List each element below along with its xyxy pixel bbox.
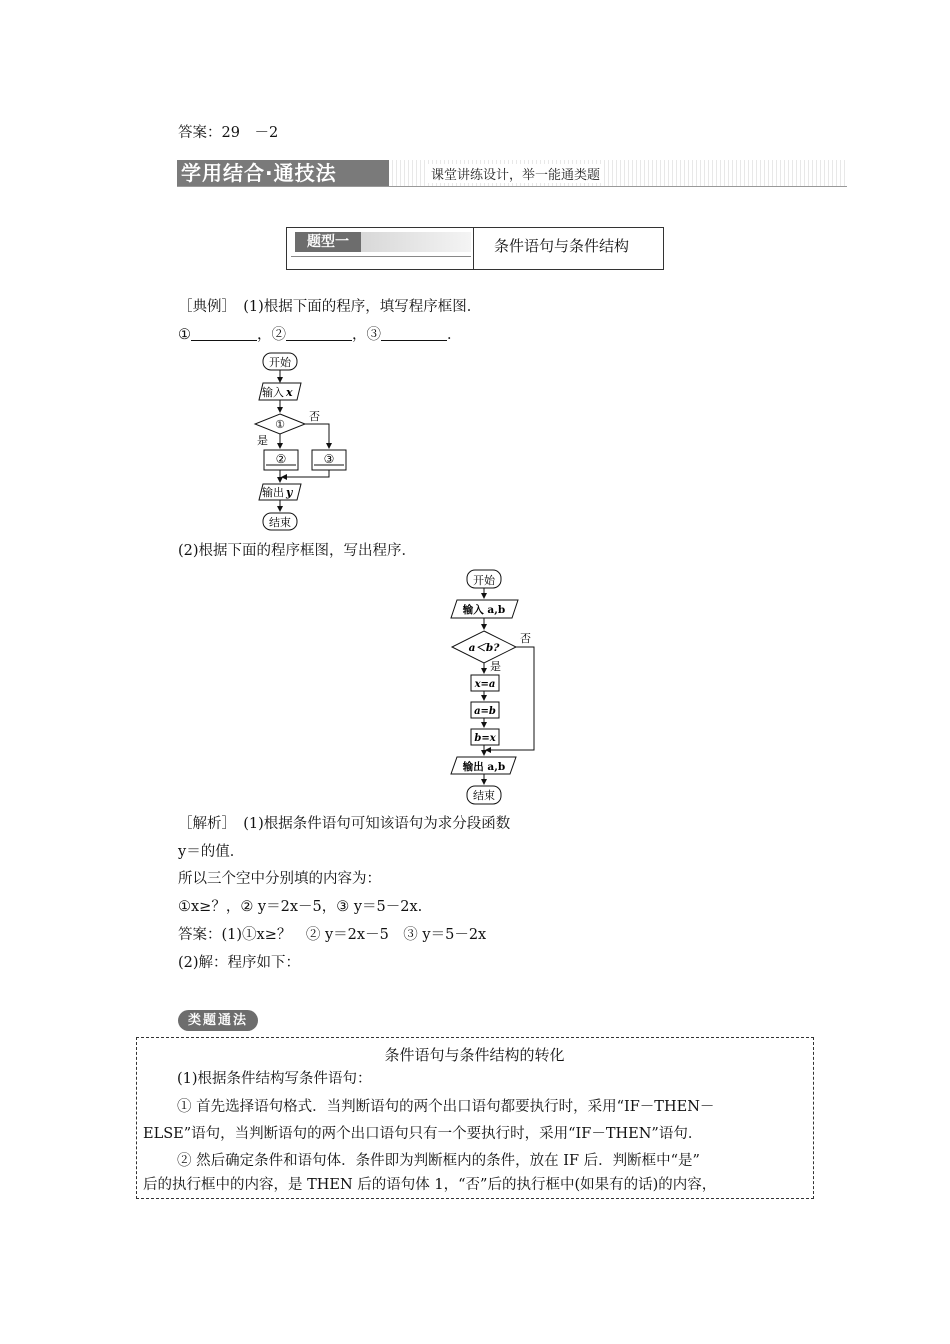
blank3-label: ，③ bbox=[352, 327, 381, 343]
topic-box bbox=[286, 227, 664, 270]
flowchart-2 bbox=[440, 566, 570, 806]
fc1-input-var: x bbox=[286, 386, 293, 399]
banner-title: 学用结合·通技法 bbox=[177, 160, 389, 186]
fc1-input-text bbox=[262, 385, 293, 399]
analysis-line-2: y＝的值． bbox=[178, 844, 245, 860]
topic-tag: 题型一 bbox=[295, 232, 361, 252]
fc1-decision-text: ① bbox=[275, 418, 285, 431]
fc1-no-box-text: ③ bbox=[323, 452, 335, 466]
fc2-yes-label: 是 bbox=[490, 660, 501, 673]
analysis-line-4: ①x≥？，② y＝2x－5，③ y＝5－2x. bbox=[178, 899, 423, 915]
topic-tag-area bbox=[287, 228, 474, 269]
fc1-start-text: 开始 bbox=[269, 356, 291, 369]
fc1-output-var: y bbox=[286, 486, 293, 499]
fc2-output-text: 输出 a,b bbox=[462, 761, 506, 773]
section-banner bbox=[177, 160, 847, 186]
fc2-decision-text: a＜b? bbox=[468, 642, 500, 654]
tips-title: 条件语句与条件结构的转化 bbox=[384, 1046, 565, 1064]
fc2-step1-text: x=a bbox=[474, 679, 496, 690]
previous-answer: 答案：29 －2 bbox=[178, 125, 279, 141]
fc1-output-label: 输出 bbox=[262, 486, 284, 499]
tips-box bbox=[136, 1037, 814, 1199]
fc2-input-text: 输入 a,b bbox=[462, 604, 506, 616]
fc1-yes-box-text: ② bbox=[275, 452, 287, 466]
fc1-no-label: 否 bbox=[309, 410, 320, 423]
blank1-label: ① bbox=[178, 327, 191, 343]
fc1-yes-label: 是 bbox=[257, 434, 268, 447]
tips-p3b: 后的执行框中的内容，是 THEN 后的语句体 1，“否”后的执行框中(如果有的话)的内容， bbox=[143, 1177, 717, 1193]
analysis-line-3: 所以三个空中分别填的内容为： bbox=[178, 871, 381, 887]
analysis-line-1: ［解析］ (1)根据条件语句可知该语句为求分段函数 bbox=[178, 816, 511, 832]
fc1-output-text bbox=[262, 485, 294, 499]
banner-subtitle: 课堂讲练设计，举一能通类题 bbox=[427, 164, 604, 183]
blank2-label: ，② bbox=[257, 327, 286, 343]
part2-text: (2)根据下面的程序框图，写出程序． bbox=[178, 543, 417, 559]
fc2-no-label: 否 bbox=[520, 632, 531, 645]
tips-p3a: ② 然后确定条件和语句体．条件即为判断框内的条件，放在 IF 后．判断框中“是” bbox=[177, 1153, 700, 1169]
tips-pill: 类题通法 bbox=[178, 1010, 258, 1031]
analysis-answer: 答案：(1)①x≥？ ② y＝2x－5 ③ y＝5－2x bbox=[178, 927, 487, 943]
tips-p2b: ELSE”语句，当判断语句的两个出口语句只有一个要执行时，采用“IF－THEN”语句． bbox=[143, 1126, 703, 1142]
topic-title: 条件语句与条件结构 bbox=[494, 237, 630, 255]
blank-end: ． bbox=[447, 327, 462, 343]
banner-divider bbox=[177, 186, 847, 187]
fc1-input-label: 输入 bbox=[262, 386, 284, 399]
flowchart-1 bbox=[245, 348, 365, 534]
fc2-end-text: 结束 bbox=[473, 789, 495, 802]
tips-p2a: ① 首先选择语句格式．当判断语句的两个出口语句都要执行时，采用“IF－THEN－ bbox=[177, 1099, 715, 1115]
blank-3 bbox=[381, 326, 447, 341]
fc2-step2-text: a=b bbox=[474, 706, 496, 717]
tips-p1: (1)根据条件结构写条件语句： bbox=[177, 1071, 372, 1087]
fc1-end-text: 结束 bbox=[269, 516, 291, 529]
topic-tag-gradient bbox=[361, 232, 471, 252]
fc2-start-text: 开始 bbox=[473, 574, 495, 587]
fc2-step3-text: b=x bbox=[474, 733, 496, 744]
topic-tag-underline bbox=[291, 256, 471, 257]
blanks-line bbox=[178, 325, 462, 345]
analysis-program-intro: (2)解：程序如下： bbox=[178, 955, 301, 971]
blank-1 bbox=[191, 326, 257, 341]
example-intro: ［典例］ (1)根据下面的程序，填写程序框图． bbox=[178, 299, 482, 315]
blank-2 bbox=[286, 326, 352, 341]
